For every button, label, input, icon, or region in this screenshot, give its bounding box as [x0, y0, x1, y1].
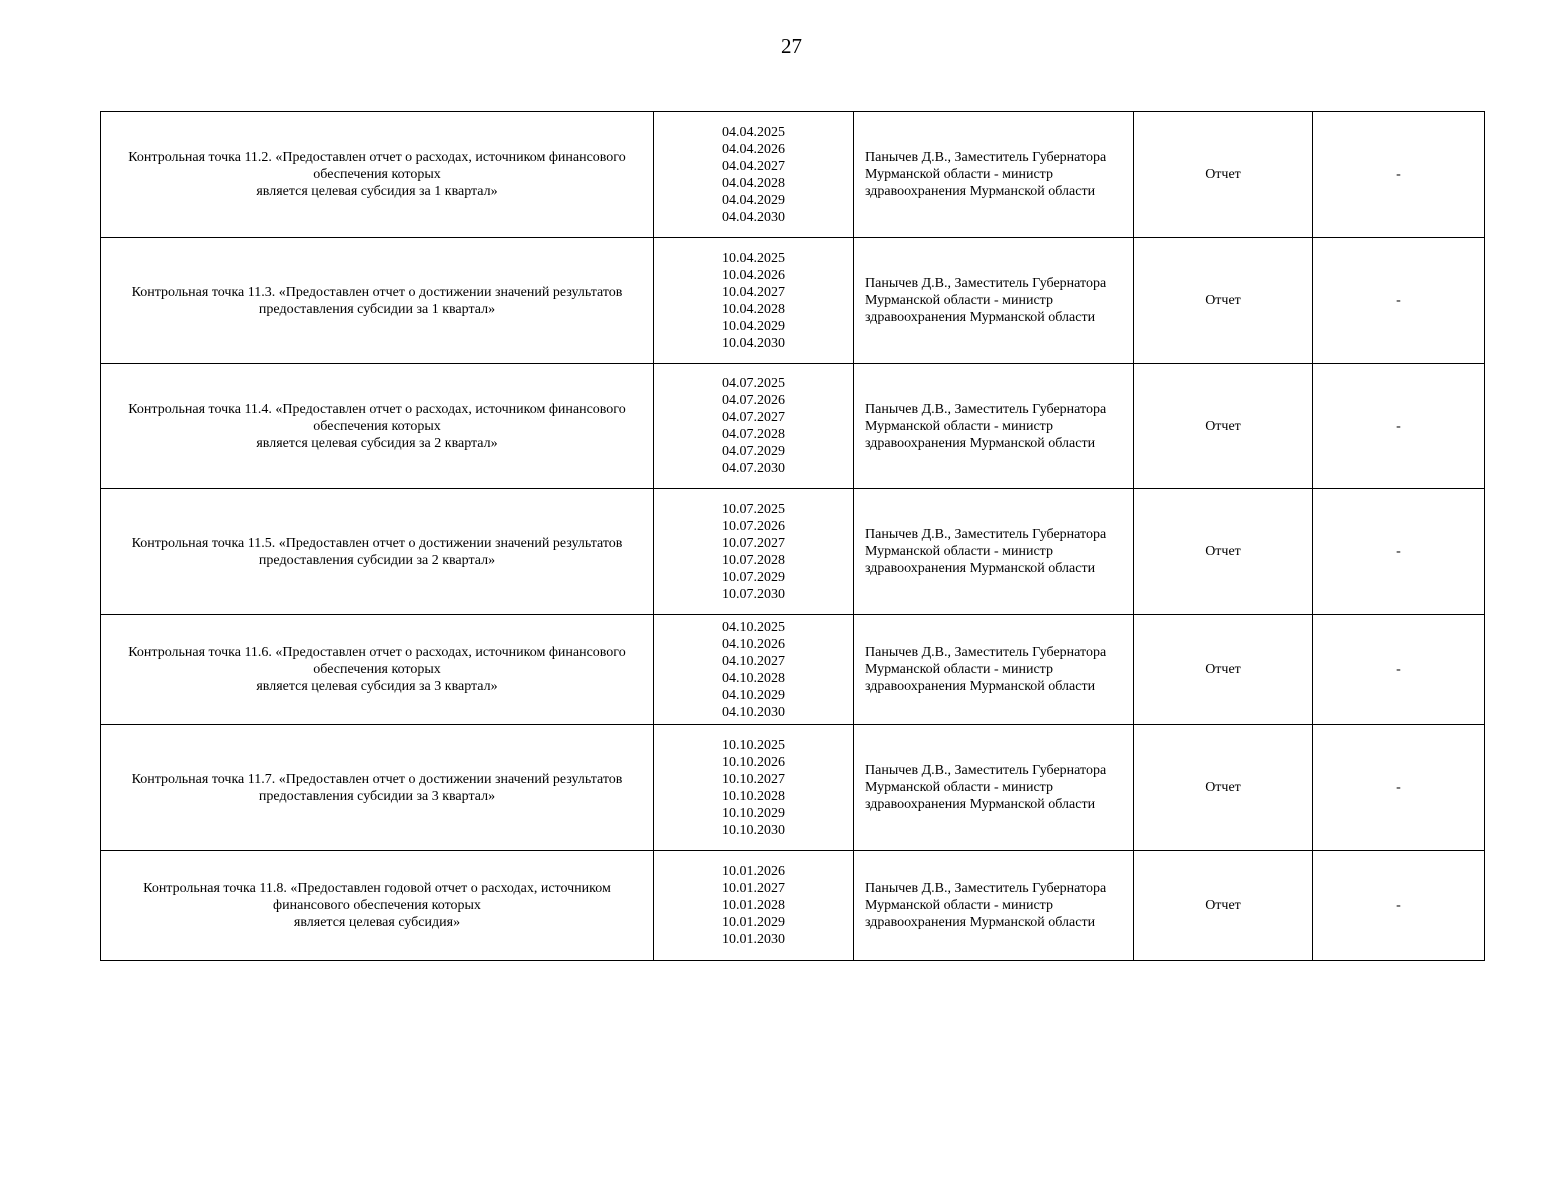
note-cell [1313, 112, 1485, 238]
table-row [101, 489, 1485, 615]
deadline-date: 04.04.2025 [722, 124, 785, 140]
document-type-cell [1134, 364, 1313, 489]
note-cell [1313, 489, 1485, 615]
deadline-date: 10.04.2028 [722, 301, 785, 317]
table-body [101, 112, 1485, 961]
responsible-person-line: здравоохранения Мурманской области [865, 184, 1096, 199]
responsible-person-cell [854, 112, 1134, 238]
deadline-date: 04.07.2028 [722, 427, 785, 442]
control-point-name-line: Контрольная точка 11.6. «Предоставлен отчет о расходах, источником финансового [128, 645, 626, 660]
control-point-name-cell [101, 725, 654, 851]
responsible-person-line: Панычев Д.В., Заместитель Губернатора [865, 401, 1107, 417]
deadline-date: 10.01.2029 [722, 915, 785, 930]
control-point-name-cell [101, 364, 654, 489]
document-type-cell [1134, 489, 1313, 615]
control-point-name-line: обеспечения которых [313, 418, 441, 434]
deadline-date: 10.10.2030 [722, 822, 785, 838]
document-type: Отчет [1205, 293, 1241, 308]
deadline-dates-cell [654, 364, 854, 489]
responsible-person-line: Мурманской области - министр [865, 780, 1053, 795]
responsible-person-cell [854, 725, 1134, 851]
note-value: - [1396, 544, 1401, 559]
control-point-name-line: Контрольная точка 11.3. «Предоставлен отчет о достижении значений результатов [131, 284, 623, 300]
deadline-date: 10.04.2029 [722, 318, 785, 334]
responsible-person-cell [854, 238, 1134, 364]
control-point-name-line: обеспечения которых [313, 662, 441, 677]
document-type: Отчет [1205, 544, 1241, 559]
responsible-person-cell [854, 489, 1134, 615]
note-value: - [1396, 293, 1401, 308]
note-cell [1313, 238, 1485, 364]
control-points-table [100, 111, 1485, 961]
deadline-date: 10.10.2025 [722, 737, 785, 753]
control-point-name-line: является целевая субсидия за 3 квартал» [256, 679, 498, 694]
responsible-person-line: Мурманской области - министр [865, 418, 1053, 434]
control-point-name-line: является целевая субсидия» [293, 915, 461, 930]
control-point-name-line: Контрольная точка 11.8. «Предоставлен годовой отчет о расходах, источником [143, 881, 611, 896]
deadline-date: 10.07.2027 [722, 535, 785, 551]
deadline-dates-cell [654, 112, 854, 238]
responsible-person-line: здравоохранения Мурманской области [865, 310, 1096, 325]
responsible-person-line: здравоохранения Мурманской области [865, 561, 1096, 576]
document-type: Отчет [1205, 780, 1241, 795]
document-type-cell [1134, 615, 1313, 725]
deadline-date: 04.10.2029 [722, 687, 785, 703]
deadline-date: 04.10.2026 [722, 636, 785, 652]
control-point-name-cell [101, 851, 654, 961]
control-point-name-line: Контрольная точка 11.2. «Предоставлен отчет о расходах, источником финансового [128, 150, 626, 165]
document-type: Отчет [1205, 662, 1241, 677]
control-point-name-cell [101, 615, 654, 725]
deadline-date: 10.01.2026 [722, 864, 785, 879]
document-type-cell [1134, 725, 1313, 851]
document-type-cell [1134, 238, 1313, 364]
deadline-date: 10.10.2027 [722, 771, 785, 787]
responsible-person-cell [854, 615, 1134, 725]
deadline-date: 10.10.2026 [722, 754, 785, 770]
deadline-date: 04.10.2025 [722, 619, 785, 635]
responsible-person-line: Панычев Д.В., Заместитель Губернатора [865, 881, 1107, 896]
document-type: Отчет [1205, 167, 1241, 182]
control-point-name-line: обеспечения которых [313, 167, 441, 182]
responsible-person-cell [854, 851, 1134, 961]
responsible-person-line: Мурманской области - министр [865, 167, 1053, 182]
deadline-date: 10.04.2025 [722, 250, 785, 266]
responsible-person-line: Панычев Д.В., Заместитель Губернатора [865, 645, 1107, 660]
deadline-date: 10.07.2028 [722, 552, 785, 568]
control-point-name-line: является целевая субсидия за 1 квартал» [256, 184, 498, 199]
document-type-cell [1134, 112, 1313, 238]
table-row [101, 615, 1485, 725]
deadline-date: 10.04.2027 [722, 284, 785, 300]
deadline-date: 04.04.2026 [722, 141, 785, 157]
control-point-name-line: Контрольная точка 11.5. «Предоставлен отчет о достижении значений результатов [131, 535, 623, 551]
deadline-date: 10.01.2028 [722, 898, 785, 913]
note-cell [1313, 851, 1485, 961]
control-point-name-cell [101, 489, 654, 615]
note-value: - [1396, 418, 1401, 434]
deadline-date: 04.10.2030 [722, 704, 785, 720]
deadline-date: 10.07.2026 [722, 518, 785, 534]
responsible-person-line: Мурманской области - министр [865, 293, 1053, 308]
deadline-date: 10.04.2026 [722, 267, 785, 283]
page-number: 27 [781, 34, 802, 58]
responsible-person-line: здравоохранения Мурманской области [865, 435, 1096, 451]
responsible-person-line: здравоохранения Мурманской области [865, 915, 1096, 930]
document-type: Отчет [1205, 418, 1241, 434]
note-cell [1313, 615, 1485, 725]
responsible-person-line: здравоохранения Мурманской области [865, 797, 1096, 812]
deadline-date: 04.07.2026 [722, 393, 785, 408]
deadline-date: 04.04.2029 [722, 192, 785, 208]
note-value: - [1396, 898, 1401, 913]
deadline-date: 10.10.2029 [722, 805, 785, 821]
responsible-person-line: Панычев Д.В., Заместитель Губернатора [865, 276, 1107, 291]
deadline-date: 04.07.2025 [722, 376, 785, 391]
control-point-name-line: является целевая субсидия за 2 квартал» [256, 435, 498, 451]
deadline-date: 10.01.2030 [722, 932, 785, 947]
deadline-date: 04.10.2027 [722, 653, 785, 669]
deadline-dates-cell [654, 238, 854, 364]
deadline-date: 10.07.2025 [722, 501, 785, 517]
responsible-person-line: Мурманской области - министр [865, 662, 1053, 677]
deadline-date: 04.04.2030 [722, 209, 785, 225]
responsible-person-cell [854, 364, 1134, 489]
table-row [101, 238, 1485, 364]
deadline-date: 10.10.2028 [722, 788, 785, 804]
deadline-date: 04.07.2027 [722, 410, 785, 425]
deadline-dates-cell [654, 615, 854, 725]
table-row [101, 364, 1485, 489]
responsible-person-line: Мурманской области - министр [865, 898, 1053, 913]
table-row [101, 725, 1485, 851]
table-row [101, 851, 1485, 961]
responsible-person-line: Панычев Д.В., Заместитель Губернатора [865, 150, 1107, 165]
deadline-date: 04.10.2028 [722, 670, 785, 686]
note-value: - [1396, 662, 1401, 677]
document-type-cell [1134, 851, 1313, 961]
table-row [101, 112, 1485, 238]
deadline-date: 10.07.2029 [722, 569, 785, 585]
deadline-date: 04.04.2027 [722, 158, 785, 174]
control-point-name-line: Контрольная точка 11.4. «Предоставлен отчет о расходах, источником финансового [128, 401, 626, 417]
deadline-date: 10.07.2030 [722, 586, 785, 602]
responsible-person-line: Мурманской области - министр [865, 544, 1053, 559]
note-value: - [1396, 167, 1401, 182]
control-point-name-line: финансового обеспечения которых [273, 898, 481, 913]
control-point-name-line: Контрольная точка 11.7. «Предоставлен отчет о достижении значений результатов [131, 771, 623, 787]
responsible-person-line: Панычев Д.В., Заместитель Губернатора [865, 763, 1107, 778]
deadline-date: 10.01.2027 [722, 881, 785, 896]
deadline-dates-cell [654, 489, 854, 615]
control-point-name-line: предоставления субсидии за 1 квартал» [258, 301, 496, 317]
deadline-date: 04.07.2030 [722, 461, 785, 476]
deadline-dates-cell [654, 725, 854, 851]
note-cell [1313, 725, 1485, 851]
deadline-date: 10.04.2030 [722, 335, 785, 351]
deadline-date: 04.04.2028 [722, 175, 785, 191]
document-type: Отчет [1205, 898, 1241, 913]
deadline-dates-cell [654, 851, 854, 961]
responsible-person-line: Панычев Д.В., Заместитель Губернатора [865, 527, 1107, 542]
responsible-person-line: здравоохранения Мурманской области [865, 679, 1096, 694]
note-cell [1313, 364, 1485, 489]
control-point-name-cell [101, 238, 654, 364]
deadline-date: 04.07.2029 [722, 444, 785, 459]
note-value: - [1396, 780, 1401, 795]
control-point-name-line: предоставления субсидии за 3 квартал» [258, 788, 496, 804]
control-point-name-line: предоставления субсидии за 2 квартал» [258, 552, 496, 568]
control-point-name-cell [101, 112, 654, 238]
